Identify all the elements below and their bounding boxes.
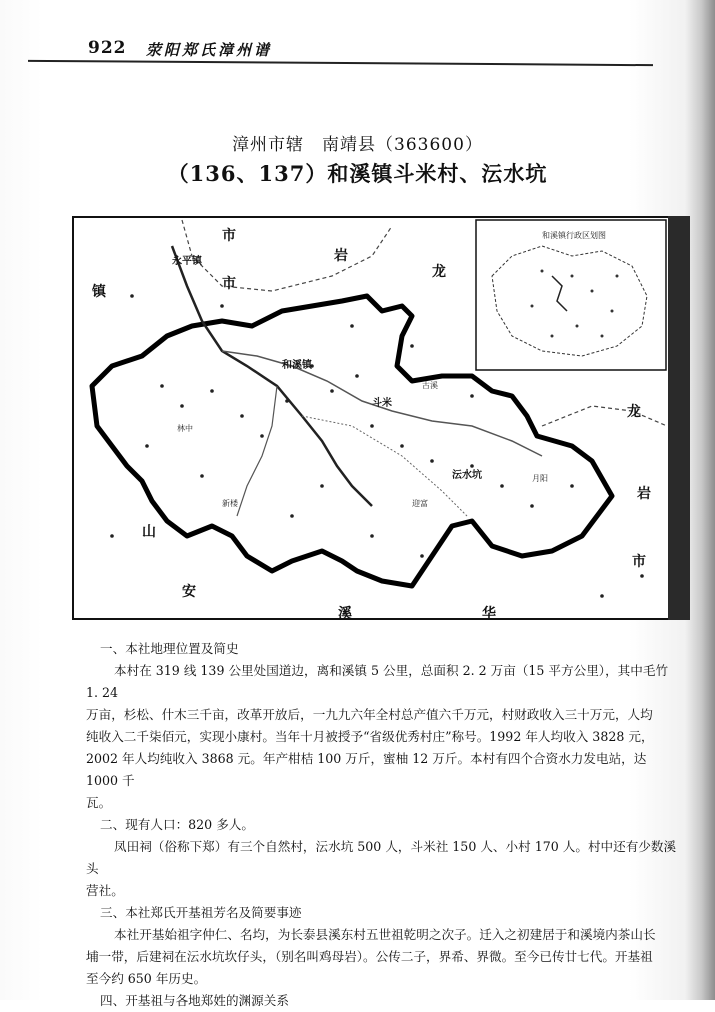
map-label-xinlou: 新楼 [222, 499, 238, 508]
inset-title: 和溪镇行政区划图 [542, 231, 606, 240]
map-right-band [668, 216, 690, 620]
section-3-heading: 三、本社郑氏开基祖芳名及简要事迹 [100, 905, 302, 920]
page-number: 922 [88, 38, 127, 58]
village-map [72, 216, 690, 620]
page-title: （136、137）和溪镇斗米村、沄水坑 [167, 161, 548, 186]
map-label-shi-top-left: 市 [222, 228, 236, 244]
map-label-yingfu: 迎富 [412, 499, 428, 508]
map-label-shan: 山 [142, 524, 156, 540]
map-label-shi-right: 市 [632, 554, 646, 570]
section-2-heading: 二、现有人口：820 多人。 [100, 817, 254, 832]
map-label-doumi: 斗米 [372, 398, 392, 409]
map-label-yueyang: 月阳 [532, 474, 548, 483]
map-label-yan-top: 岩 [334, 248, 348, 264]
map-label-yan-right: 岩 [637, 486, 651, 502]
section-1-line-5: 瓦。 [86, 795, 112, 810]
map-label-yongping: 永平镇 [172, 256, 202, 267]
map-label-zhen: 镇 [92, 284, 106, 300]
section-1-heading: 一、本社地理位置及简史 [100, 641, 239, 656]
map-label-shi-top: 市 [222, 276, 236, 292]
section-1-line-3: 纯收入二千柒佰元，实现小康村。当年十月被授予“省级优秀村庄”称号。1992 年人均收入 3828 元， [86, 729, 654, 744]
inset-map-frame [476, 220, 666, 370]
map-label-long-right: 龙 [627, 404, 641, 420]
map-label-yunshuikeng: 沄水坑 [452, 470, 482, 481]
section-1-line-4: 2002 年人均纯收入 3868 元。年产柑桔 100 万斤，蜜柚 12 万斤。本村有四个合资水力发电站，达 1000 千 [86, 751, 647, 788]
article-body [86, 638, 680, 1012]
map-label-guxi: 古溪 [422, 381, 438, 390]
map-label-long-top: 龙 [432, 264, 446, 280]
section-3-line-2: 埔一带，后建祠在沄水坑坎仔头，（别名叫鸡母岩）。公传二子，界希、界微。至今已传廿七代。开基祖 [86, 949, 653, 964]
map-label-linzhong: 林中 [177, 424, 193, 433]
map-label-hua: 华 [482, 606, 496, 622]
map-label-xi: 溪 [338, 606, 352, 622]
map-svg [72, 216, 690, 620]
section-3-line-3: 至今约 650 年历史。 [86, 971, 207, 986]
page-header [28, 30, 668, 64]
book-title: 荥阳郑氏漳州谱 [146, 41, 273, 59]
section-3-line-1: 本社开基始祖字仲仁、名均，为长泰县溪东村五世祖乾明之次子。迁入之初建居于和溪境内茶山长 [114, 927, 656, 942]
section-2-line-1: 凤田祠（俗称下郑）有三个自然村，沄水坑 500 人，斗米社 150 人、小村 170 人。村中还有少数溪头 [86, 839, 677, 876]
section-4-heading: 四、开基祖与各地郑姓的渊源关系 [100, 993, 289, 1008]
page-subtitle: 漳州市辖 南靖县（363600） [232, 135, 483, 155]
section-1-line-1: 本村在 319 线 139 公里处国道边，离和溪镇 5 公里，总面积 2. 2 万亩（15 平方公里），其中毛竹 1. 24 [86, 663, 669, 700]
section-2-line-2: 营社。 [86, 883, 124, 898]
map-label-hexi-zhen: 和溪镇 [282, 360, 312, 371]
section-1-line-2: 万亩，杉松、什木三千亩，改革开放后，一九九六年全村总产值六千万元，村财政收入三十万元，人均 [86, 707, 653, 722]
map-label-an: 安 [182, 584, 196, 600]
